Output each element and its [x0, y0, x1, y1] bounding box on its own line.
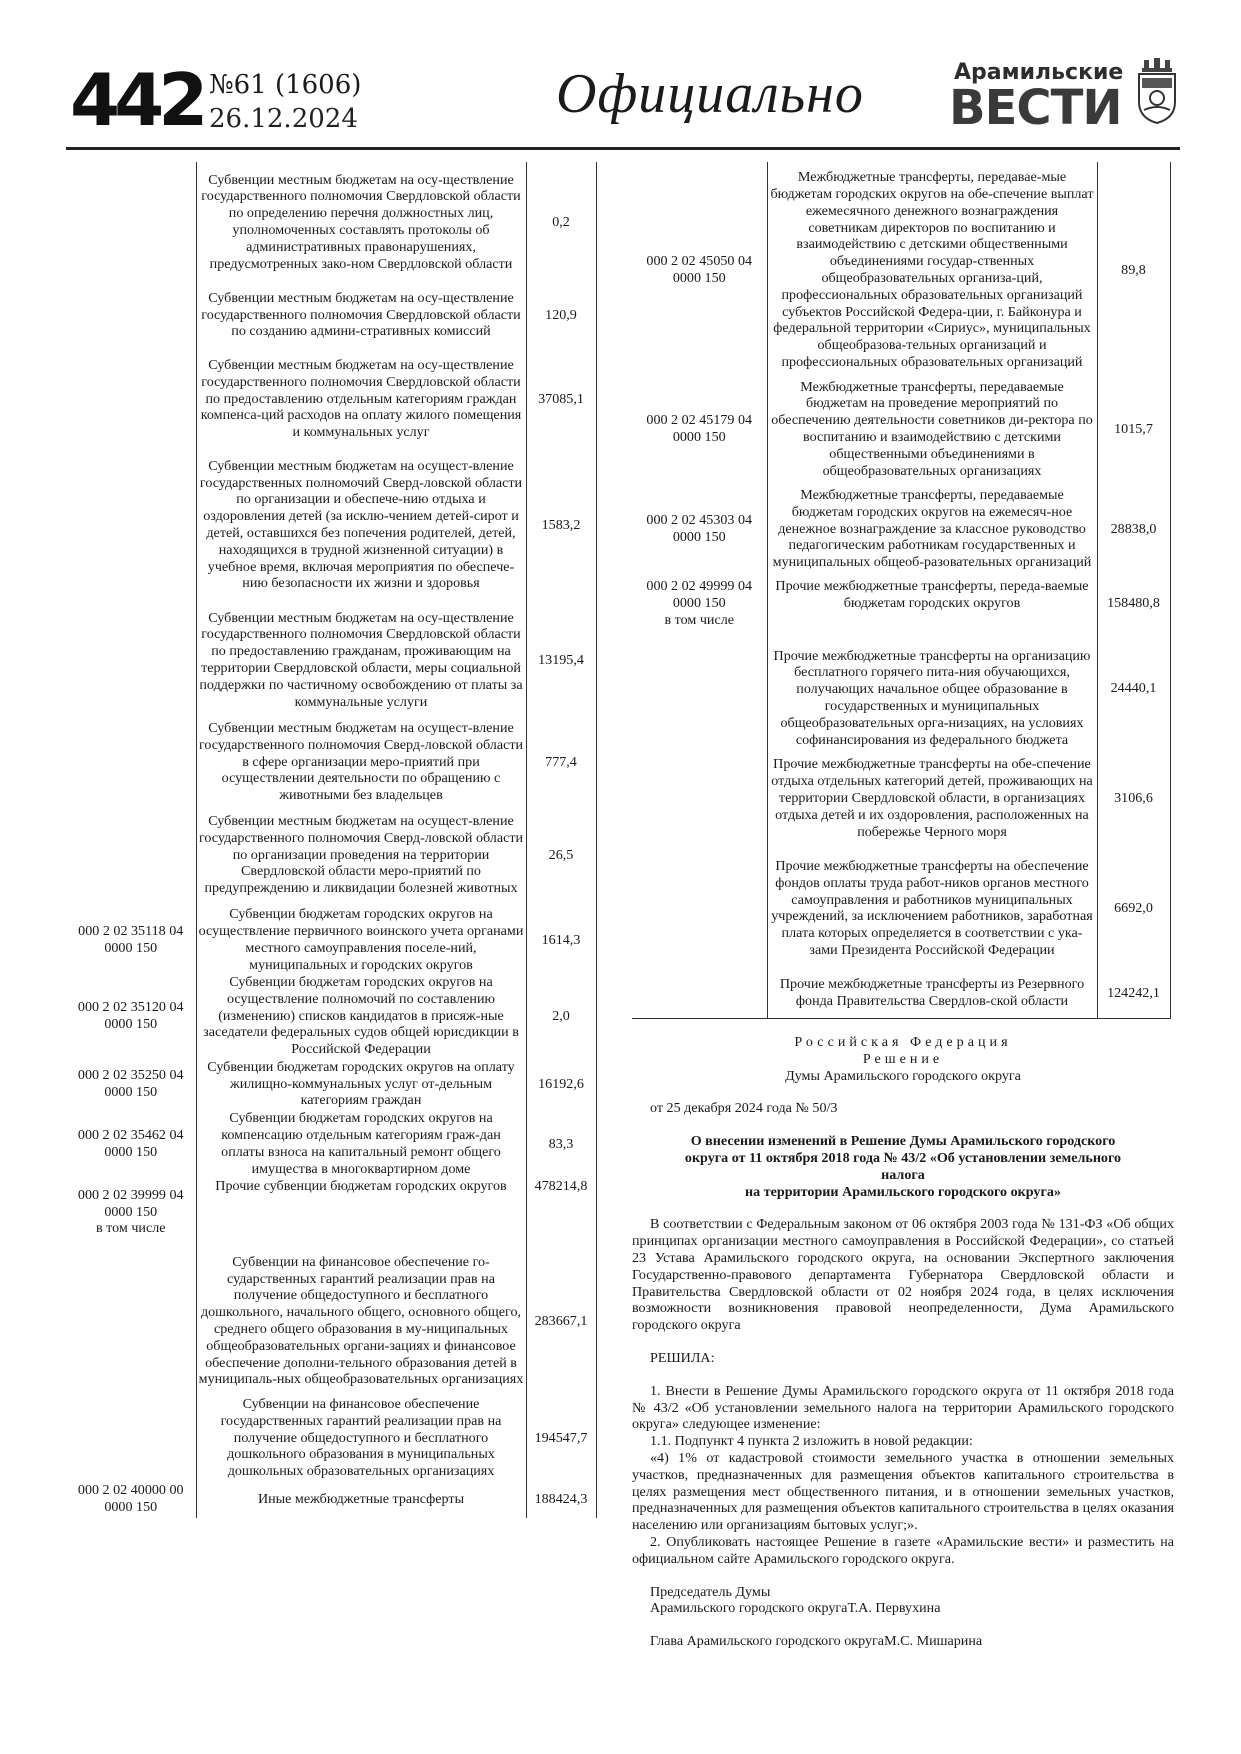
- issue-date: 26.12.2024: [209, 104, 358, 134]
- row-description: Прочие субвенции бюджетам городских округов: [196, 1178, 526, 1246]
- row-description: Прочие межбюджетные трансферты на обе-спечение отдыха отдельных категорий детей, проживающих на территории Свердловской области, в организациях отдыха детей и их оздоровления, расположенных на побережье Черного моря: [767, 748, 1097, 848]
- row-code-number: 000 2 02 49999 04 0000 150: [646, 578, 753, 611]
- newspaper-name-main: ВЕСТИ: [949, 80, 1122, 136]
- budget-table-right: [632, 162, 1171, 1019]
- row-code: [66, 348, 196, 450]
- table-row: [66, 1058, 596, 1110]
- row-code: 000 2 02 35118 04 0000 150: [78, 923, 184, 956]
- row-code: [632, 578, 767, 628]
- row-value: 194547,7: [526, 1396, 596, 1480]
- row-code: [632, 748, 767, 848]
- row-description: Межбюджетные трансферты, передаваемые бюджетам на проведение мероприятий по обеспечению деятельности советников ди-ректора по воспитанию и взаимодействию с детскими общественными объединениями в общеобразовательных организациях: [767, 378, 1097, 480]
- row-code: [632, 848, 767, 968]
- row-value: 26,5: [526, 804, 596, 906]
- row-description: Субвенции местным бюджетам на осущест-вление государственного полномочия Сверд-ловской области в сфере организации меро-приятий при осуществлении деятельности по обращению с животными без владельцев: [196, 720, 526, 804]
- table-row: [66, 1480, 596, 1518]
- row-value: 2,0: [526, 974, 596, 1058]
- decision-country: Российская Федерация: [794, 1034, 1012, 1050]
- row-code: [66, 804, 196, 906]
- section-title: Официально: [556, 63, 864, 125]
- table-row: [632, 748, 1170, 848]
- table-row: [632, 578, 1170, 628]
- page-number: 442: [70, 58, 203, 142]
- row-value: 83,3: [526, 1110, 596, 1178]
- row-code: [66, 282, 196, 348]
- decision-item-1-1: 1.1. Подпункт 4 пункта 2 изложить в новой редакции:: [650, 1433, 973, 1450]
- row-description: Субвенции на финансовое обеспечение государственных гарантий реализации прав на получение общедоступного и бесплатного дошкольного образования в муниципальных дошкольных образовательных организациях: [196, 1396, 526, 1480]
- decision-title-line4: на территории Арамильского городского округа»: [745, 1183, 1061, 1200]
- table-row: [66, 450, 596, 600]
- row-code: 000 2 02 35120 04 0000 150: [77, 999, 184, 1032]
- row-value: 3106,6: [1097, 748, 1170, 848]
- table-row: [66, 1110, 596, 1178]
- row-code-note: в том числе: [95, 1220, 166, 1237]
- row-description: Иные межбюджетные трансферты: [196, 1480, 526, 1518]
- decision-item-1: 1. Внести в Решение Думы Арамильского городского округа от 11 октября 2018 года № 43/2 «Об установлении земельного налога на территории Арамильского городского округа» следующее изменение:: [632, 1382, 1174, 1433]
- decision-title-line3: налога: [881, 1166, 925, 1183]
- row-code-number: 000 2 02 39999 04 0000 150: [77, 1186, 184, 1220]
- decision-preamble: В соответствии с Федеральным законом от 06 октября 2003 года № 131-ФЗ «Об общих принципах организации местного самоуправления в Российской Федерации», со статьей 23 Устава Арамильского городского округа, на основании Экспертного заключения Государственно-правового департамента Губернатора Свердловской области и Правительства Свердловской области от 02 ноября 2024 года, в целях исключения возможности возникновения правовой неопределенности, Дума Арамильского городского округа: [632, 1216, 1174, 1334]
- row-value: 13195,4: [526, 600, 596, 720]
- row-code: [632, 628, 767, 748]
- row-description: Субвенции местным бюджетам на осущест-вление государственного полномочия Сверд-ловской области по организации проведения на территории Свердловской области меро-приятий по предупреждению и ликвидации болезней животных: [196, 804, 526, 906]
- row-value: 37085,1: [526, 348, 596, 450]
- table-row: [66, 974, 596, 1058]
- decision-resolved: РЕШИЛА:: [650, 1349, 715, 1366]
- table-row: [66, 804, 596, 906]
- row-code: 000 2 02 35462 04 0000 150: [77, 1127, 184, 1160]
- row-value: 188424,3: [526, 1480, 596, 1518]
- coat-of-arms-icon: [1136, 58, 1178, 124]
- row-description: Прочие межбюджетные трансферты из Резервного фонда Правительства Свердлов-ской области: [767, 968, 1097, 1018]
- signature-head: Глава Арамильского городского округаМ.С. Мишарина: [650, 1633, 983, 1650]
- row-description: Субвенции местным бюджетам на осущест-вление государственных полномочий Сверд-ловской области по организации и обеспече-нию отдыха и оздоровления детей (за исклю-чением детей-сирот и детей, оставшихся без попечения родителей, детей, находящихся в трудной жизненной ситуации) в учебное время, включая мероприятия по обеспече-нию безопасности их жизни и здоровья: [196, 450, 526, 600]
- row-value: 777,4: [526, 720, 596, 804]
- row-value: 0,2: [526, 162, 596, 282]
- row-value: 6692,0: [1097, 848, 1170, 968]
- row-value: 16192,6: [526, 1058, 596, 1110]
- row-description: Межбюджетные трансферты, передавае-мые бюджетам городских округов на обе-спечение выплат ежемесячного денежного вознаграждения советникам директоров по воспитанию и взаимодействию с детскими общественными объединениями государ-ственных общеобразовательных организа-ций, профессиональных образовательных организаций субъектов Российской Федера-ции, г. Байконура и федеральной территории «Сириус», муниципальных общеобразова-тельных организаций и профессиональных образовательных организаций: [767, 162, 1097, 378]
- row-description: Субвенции бюджетам городских округов на компенсацию отдельным категориям граж-дан оплаты взноса на капитальный ремонт общего имущества в многоквартирном доме: [196, 1110, 526, 1178]
- row-value: 120,9: [526, 282, 596, 348]
- decision-type: Решение: [862, 1050, 944, 1067]
- row-code: [66, 1246, 196, 1396]
- newspaper-name-top: Арамильские: [954, 60, 1124, 85]
- row-description: Прочие межбюджетные трансферты, переда-ваемые бюджетам городских округов: [767, 578, 1097, 628]
- row-code: [66, 450, 196, 600]
- row-code: 000 2 02 35250 04 0000 150: [77, 1067, 184, 1100]
- table-row: [66, 720, 596, 804]
- row-description: Субвенции местным бюджетам на осу-ществление государственного полномочия Свердловской области по предоставлению гражданам, проживающим на территории Свердловской области, меры социальной поддержки по частичному освобождению от платы за коммунальные услуги: [196, 600, 526, 720]
- table-row: [66, 1246, 596, 1396]
- table-row: [66, 162, 596, 282]
- row-description: Субвенции местным бюджетам на осу-ществление государственного полномочия Свердловской области по предоставлению отдельным категориям граждан компенса-ций расходов на оплату жилого помещения и коммунальных услуг: [196, 348, 526, 450]
- decision-title-line2: округа от 11 октября 2018 года № 43/2 «Об установлении земельного: [684, 1149, 1122, 1166]
- row-description: Прочие межбюджетные трансферты на обеспечение фондов оплаты труда работ-ников органов местного самоуправления и работников муниципальных учреждений, за исключением работников, заработная плата которых определяется в соответствии с ука-зами Президента Российской Федерации: [767, 848, 1097, 968]
- table-row: [632, 378, 1170, 480]
- signature-chair-title: Председатель Думы: [650, 1583, 771, 1600]
- decision-authority: Думы Арамильского городского округа: [785, 1067, 1021, 1084]
- table-row: [66, 600, 596, 720]
- row-code: [66, 600, 196, 720]
- row-description: Субвенции местным бюджетам на осу-ществление государственного полномочия Свердловской области по созданию админи-стративных комиссий: [196, 282, 526, 348]
- row-description: Субвенции бюджетам городских округов на оплату жилищно-коммунальных услуг от-дельным категориям граждан: [196, 1058, 526, 1110]
- decision-item-1-1-text: «4) 1% от кадастровой стоимости земельного участка в отношении земельных участков, предназначенных для размещения объектов капитального строительства в целях размещения мест общественного питания, и в отношении земельных участков, предназначенных для размещения объектов капитального строительства в целях оказания населению или организациям бытовых услуг;».: [632, 1449, 1174, 1534]
- signature-chair-name: Арамильского городского округаТ.А. Первухина: [650, 1600, 941, 1617]
- row-code: [66, 720, 196, 804]
- row-description: Субвенции на финансовое обеспечение го-сударственных гарантий реализации прав на получение общедоступного и бесплатного дошкольного, начального общего, основного общего, среднего общего образования в му-ниципальных общеобразовательных органи-зациях и финансовое обеспечение дополни-тельного образования детей в муниципаль-ных общеобразовательных организациях: [196, 1246, 526, 1396]
- table-row: [66, 1178, 596, 1246]
- row-description: Прочие межбюджетные трансферты на организацию бесплатного горячего пита-ния обучающихся, получающих начальное общее образование в государственных и муниципальных общеобразовательных орга-низациях, на условиях софинансирования из федерального бюджета: [767, 628, 1097, 748]
- row-value: 1583,2: [526, 450, 596, 600]
- issue-number: №61 (1606): [209, 70, 362, 100]
- row-code: 000 2 02 45050 04 0000 150: [646, 253, 753, 286]
- row-code: 000 2 02 45303 04 0000 150: [646, 512, 753, 545]
- table-row: [632, 968, 1170, 1018]
- row-description: Межбюджетные трансферты, передаваемые бюджетам городских округов на ежемесяч-ное денежное вознаграждение за классное руководство педагогическим работникам государственных и муниципальных общеоб-разовательных организаций: [767, 480, 1097, 578]
- row-description: Субвенции местным бюджетам на осу-ществление государственного полномочия Свердловской области по определению перечня должностных лиц, уполномоченных составлять протоколы об административных правонарушениях, предусмотренных зако-ном Свердловской области: [196, 162, 526, 282]
- row-description: Субвенции бюджетам городских округов на осуществление первичного воинского учета органами местного самоуправления поселе-ний, муниципальных и городских округов: [196, 906, 526, 974]
- budget-table-left: [66, 162, 597, 1518]
- row-value: 1015,7: [1097, 378, 1170, 480]
- row-value: 24440,1: [1097, 628, 1170, 748]
- header-rule: [66, 147, 1180, 150]
- row-value: 124242,1: [1097, 968, 1170, 1018]
- table-row: [632, 162, 1170, 378]
- table-row: [632, 628, 1170, 748]
- table-row: [632, 480, 1170, 578]
- row-value: 478214,8: [526, 1178, 596, 1246]
- row-value: 89,8: [1097, 162, 1170, 378]
- table-row: [66, 282, 596, 348]
- table-row: [66, 1396, 596, 1480]
- row-code: [66, 1178, 196, 1246]
- row-code: 000 2 02 40000 00 0000 150: [77, 1482, 184, 1515]
- decision-document: [632, 1034, 1174, 1650]
- row-description: Субвенции бюджетам городских округов на осуществление полномочий по составлению (изменению) списков кандидатов в присяж-ные заседатели федеральных судов общей юрисдикции в Российской Федерации: [196, 974, 526, 1058]
- row-value: 158480,8: [1097, 578, 1170, 628]
- decision-item-2: 2. Опубликовать настоящее Решение в газете «Арамильские вести» и разместить на официальном сайте Арамильского городского округа.: [632, 1533, 1174, 1567]
- table-row: [66, 906, 596, 974]
- row-code-note: в том числе: [664, 611, 735, 628]
- row-code: [632, 968, 767, 1018]
- table-row: [66, 348, 596, 450]
- decision-title-line1: О внесении изменений в Решение Думы Арамильского городского: [690, 1133, 1116, 1150]
- row-value: 283667,1: [526, 1246, 596, 1396]
- row-code: 000 2 02 45179 04 0000 150: [646, 412, 753, 445]
- decision-date-number: от 25 декабря 2024 года № 50/3: [650, 1100, 838, 1117]
- row-value: 1614,3: [526, 906, 596, 974]
- page-header: [66, 54, 1180, 149]
- row-value: 28838,0: [1097, 480, 1170, 578]
- row-code: [66, 162, 196, 282]
- table-row: [632, 848, 1170, 968]
- row-code: [66, 1396, 196, 1480]
